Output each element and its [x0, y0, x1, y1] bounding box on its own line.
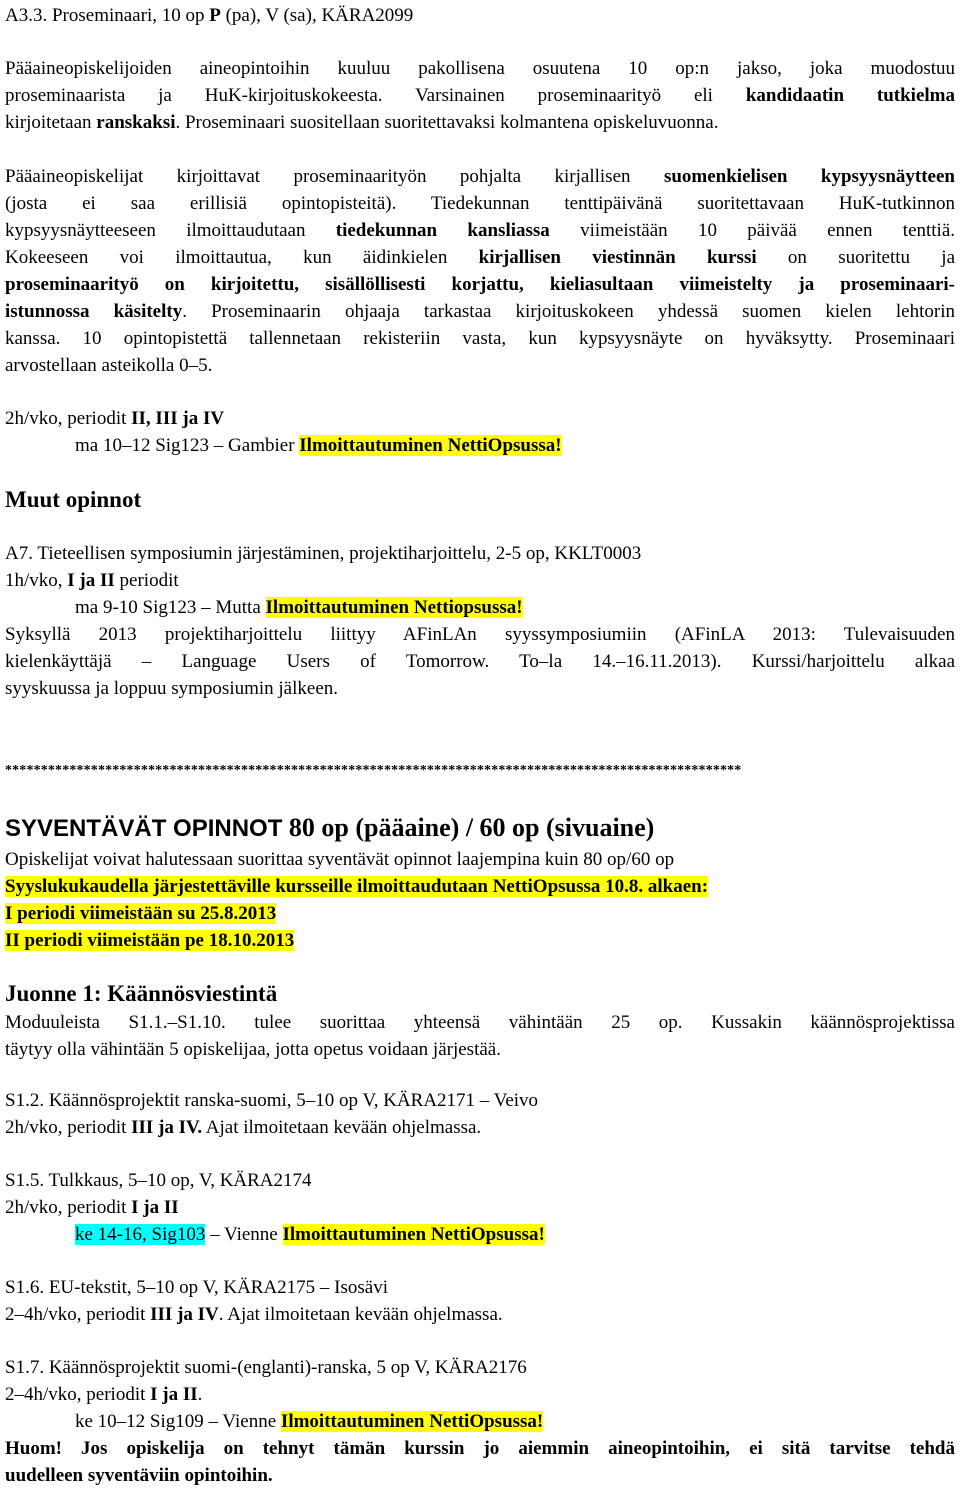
s17-session: ke 10–12 Sig109 – Vienne Ilmoittautuminen NettiOpsussa!: [75, 1411, 544, 1432]
p2-line8: arvostellaan asteikolla 0–5.: [5, 355, 213, 376]
p2-line5: proseminaarityö on kirjoitettu, sisällöllisesti korjattu, kieliasultaan viimeistelty ja proseminaari-: [5, 274, 955, 295]
syv-line1: Opiskelijat voivat halutessaan suorittaa syventävät opinnot laajempina kuin 80 op/60 op: [5, 849, 675, 870]
p2-line7: kanssa. 10 opintopistettä tallennetaan rekisteriin vasta, kun kypsyysnäyte on hyväksytty. Proseminaari: [5, 328, 955, 349]
p2-line4: Kokeeseen voi ilmoittautua, kun äidinkielen kirjallisen viestinnän kurssi on suoritettu ja: [5, 247, 956, 268]
s12-title: S1.2. Käännösprojektit ranska-suomi, 5–10 op V, KÄRA2171 – Veivo: [5, 1090, 539, 1111]
p1-line2: proseminaarista ja HuK-kirjoituskokeesta. Varsinainen proseminaarityö eli kandidaatin tutkielma: [5, 85, 955, 106]
s16-periods: 2–4h/vko, periodit III ja IV. Ajat ilmoitetaan kevään ohjelmassa.: [5, 1304, 503, 1325]
a7-desc-line3: syyskuussa ja loppuu symposiumin jälkeen.: [5, 678, 339, 699]
a7-periods: 1h/vko, I ja II periodit: [5, 570, 179, 591]
section-title: A3.3. Proseminaari, 10 op P (pa), V (sa), KÄRA2099: [5, 5, 414, 26]
p2-line6: istunnossa käsitelty. Proseminaarin ohjaaja tarkastaa kirjoituskokeen yhdessä suomen kielen lehtorin: [5, 301, 955, 322]
schedule-session: ma 10–12 Sig123 – Gambier Ilmoittautuminen NettiOpsussa!: [75, 435, 562, 456]
enrollment-link[interactable]: Ilmoittautuminen NettiOpsussa!: [282, 1224, 545, 1245]
enrollment-link[interactable]: Ilmoittautuminen Nettiopsussa!: [265, 597, 523, 618]
s12-periods: 2h/vko, periodit III ja IV. Ajat ilmoitetaan kevään ohjelmassa.: [5, 1117, 482, 1138]
juonne-heading: Juonne 1: Käännösviestintä: [5, 981, 278, 1006]
juonne-line2: täytyy olla vähintään 5 opiskelijaa, jotta opetus voidaan järjestää.: [5, 1039, 501, 1060]
p1-line1: Pääaineopiskelijoiden aineopintoihin kuuluu pakollisena osuutena 10 op:n jakso, joka muodostuu: [5, 58, 955, 79]
a7-title: A7. Tieteellisen symposiumin järjestäminen, projektiharjoittelu, 2-5 op, KKLT0003: [5, 543, 642, 564]
p2-line3: kypsyysnäytteeseen ilmoittaudutaan tiedekunnan kansliassa viimeistään 10 päivää ennen tenttiä.: [5, 220, 956, 241]
syv-line2: Syyslukukaudella järjestettäville kursseille ilmoittaudutaan NettiOpsussa 10.8. alkaen:: [5, 876, 709, 897]
s15-title: S1.5. Tulkkaus, 5–10 op, V, KÄRA2174: [5, 1170, 312, 1191]
schedule-periods: 2h/vko, periodit II, III ja IV: [5, 408, 225, 429]
syv-line4: II periodi viimeistään pe 18.10.2013: [5, 930, 295, 951]
s17-note-line2: uudelleen syventäviin opintoihin.: [5, 1465, 273, 1486]
enrollment-link[interactable]: Ilmoittautuminen NettiOpsussa!: [280, 1411, 544, 1432]
juonne-line1: Moduuleista S1.1.–S1.10. tulee suorittaa yhteensä vähintään 25 op. Kussakin käännösprojektissa: [5, 1012, 955, 1033]
separator-stars: *******************************************************************************************************: [5, 763, 742, 778]
s17-title: S1.7. Käännösprojektit suomi-(englanti)-ranska, 5 op V, KÄRA2176: [5, 1357, 527, 1378]
s17-periods: 2–4h/vko, periodit I ja II.: [5, 1384, 203, 1405]
s16-title: S1.6. EU-tekstit, 5–10 op V, KÄRA2175 – Isosävi: [5, 1277, 389, 1298]
a7-desc-line2: kielenkäyttäjä – Language Users of Tomorrow. To–la 14.–16.11.2013). Kurssi/harjoittelu alkaa: [5, 651, 955, 672]
syv-line3: I periodi viimeistään su 25.8.2013: [5, 903, 277, 924]
a7-session: ma 9-10 Sig123 – Mutta Ilmoittautuminen Nettiopsussa!: [75, 597, 523, 618]
s17-note-line1: Huom! Jos opiskelija on tehnyt tämän kurssin jo aiemmin aineopintoihin, ei sitä tarvitse tehdä: [5, 1438, 955, 1459]
p2-line1: Pääaineopiskelijat kirjoittavat proseminaarityön pohjalta kirjallisen suomenkielisen kypsyysnäytteen: [5, 166, 955, 187]
muut-heading: Muut opinnot: [5, 487, 142, 512]
enrollment-link[interactable]: Ilmoittautuminen NettiOpsussa!: [299, 435, 562, 456]
p2-line2: (josta ei saa erillisiä opintopisteitä). Tiedekunnan tenttipäivänä suoritettavaan HuK-tutkinnon: [5, 193, 955, 214]
s15-session: ke 14-16, Sig103 – Vienne Ilmoittautuminen NettiOpsussa!: [75, 1224, 545, 1245]
s15-periods: 2h/vko, periodit I ja II: [5, 1197, 179, 1218]
syventavat-heading: SYVENTÄVÄT OPINNOT 80 op (pääaine) / 60 op (sivuaine): [5, 813, 655, 842]
p1-line3: kirjoitetaan ranskaksi. Proseminaari suositellaan suoritettavaksi kolmantena opiskeluvuonna.: [5, 112, 719, 133]
a7-desc-line1: Syksyllä 2013 projektiharjoittelu liittyy AFinLAn syyssymposiumiin (AFinLA 2013: Tulevaisuuden: [5, 624, 955, 645]
